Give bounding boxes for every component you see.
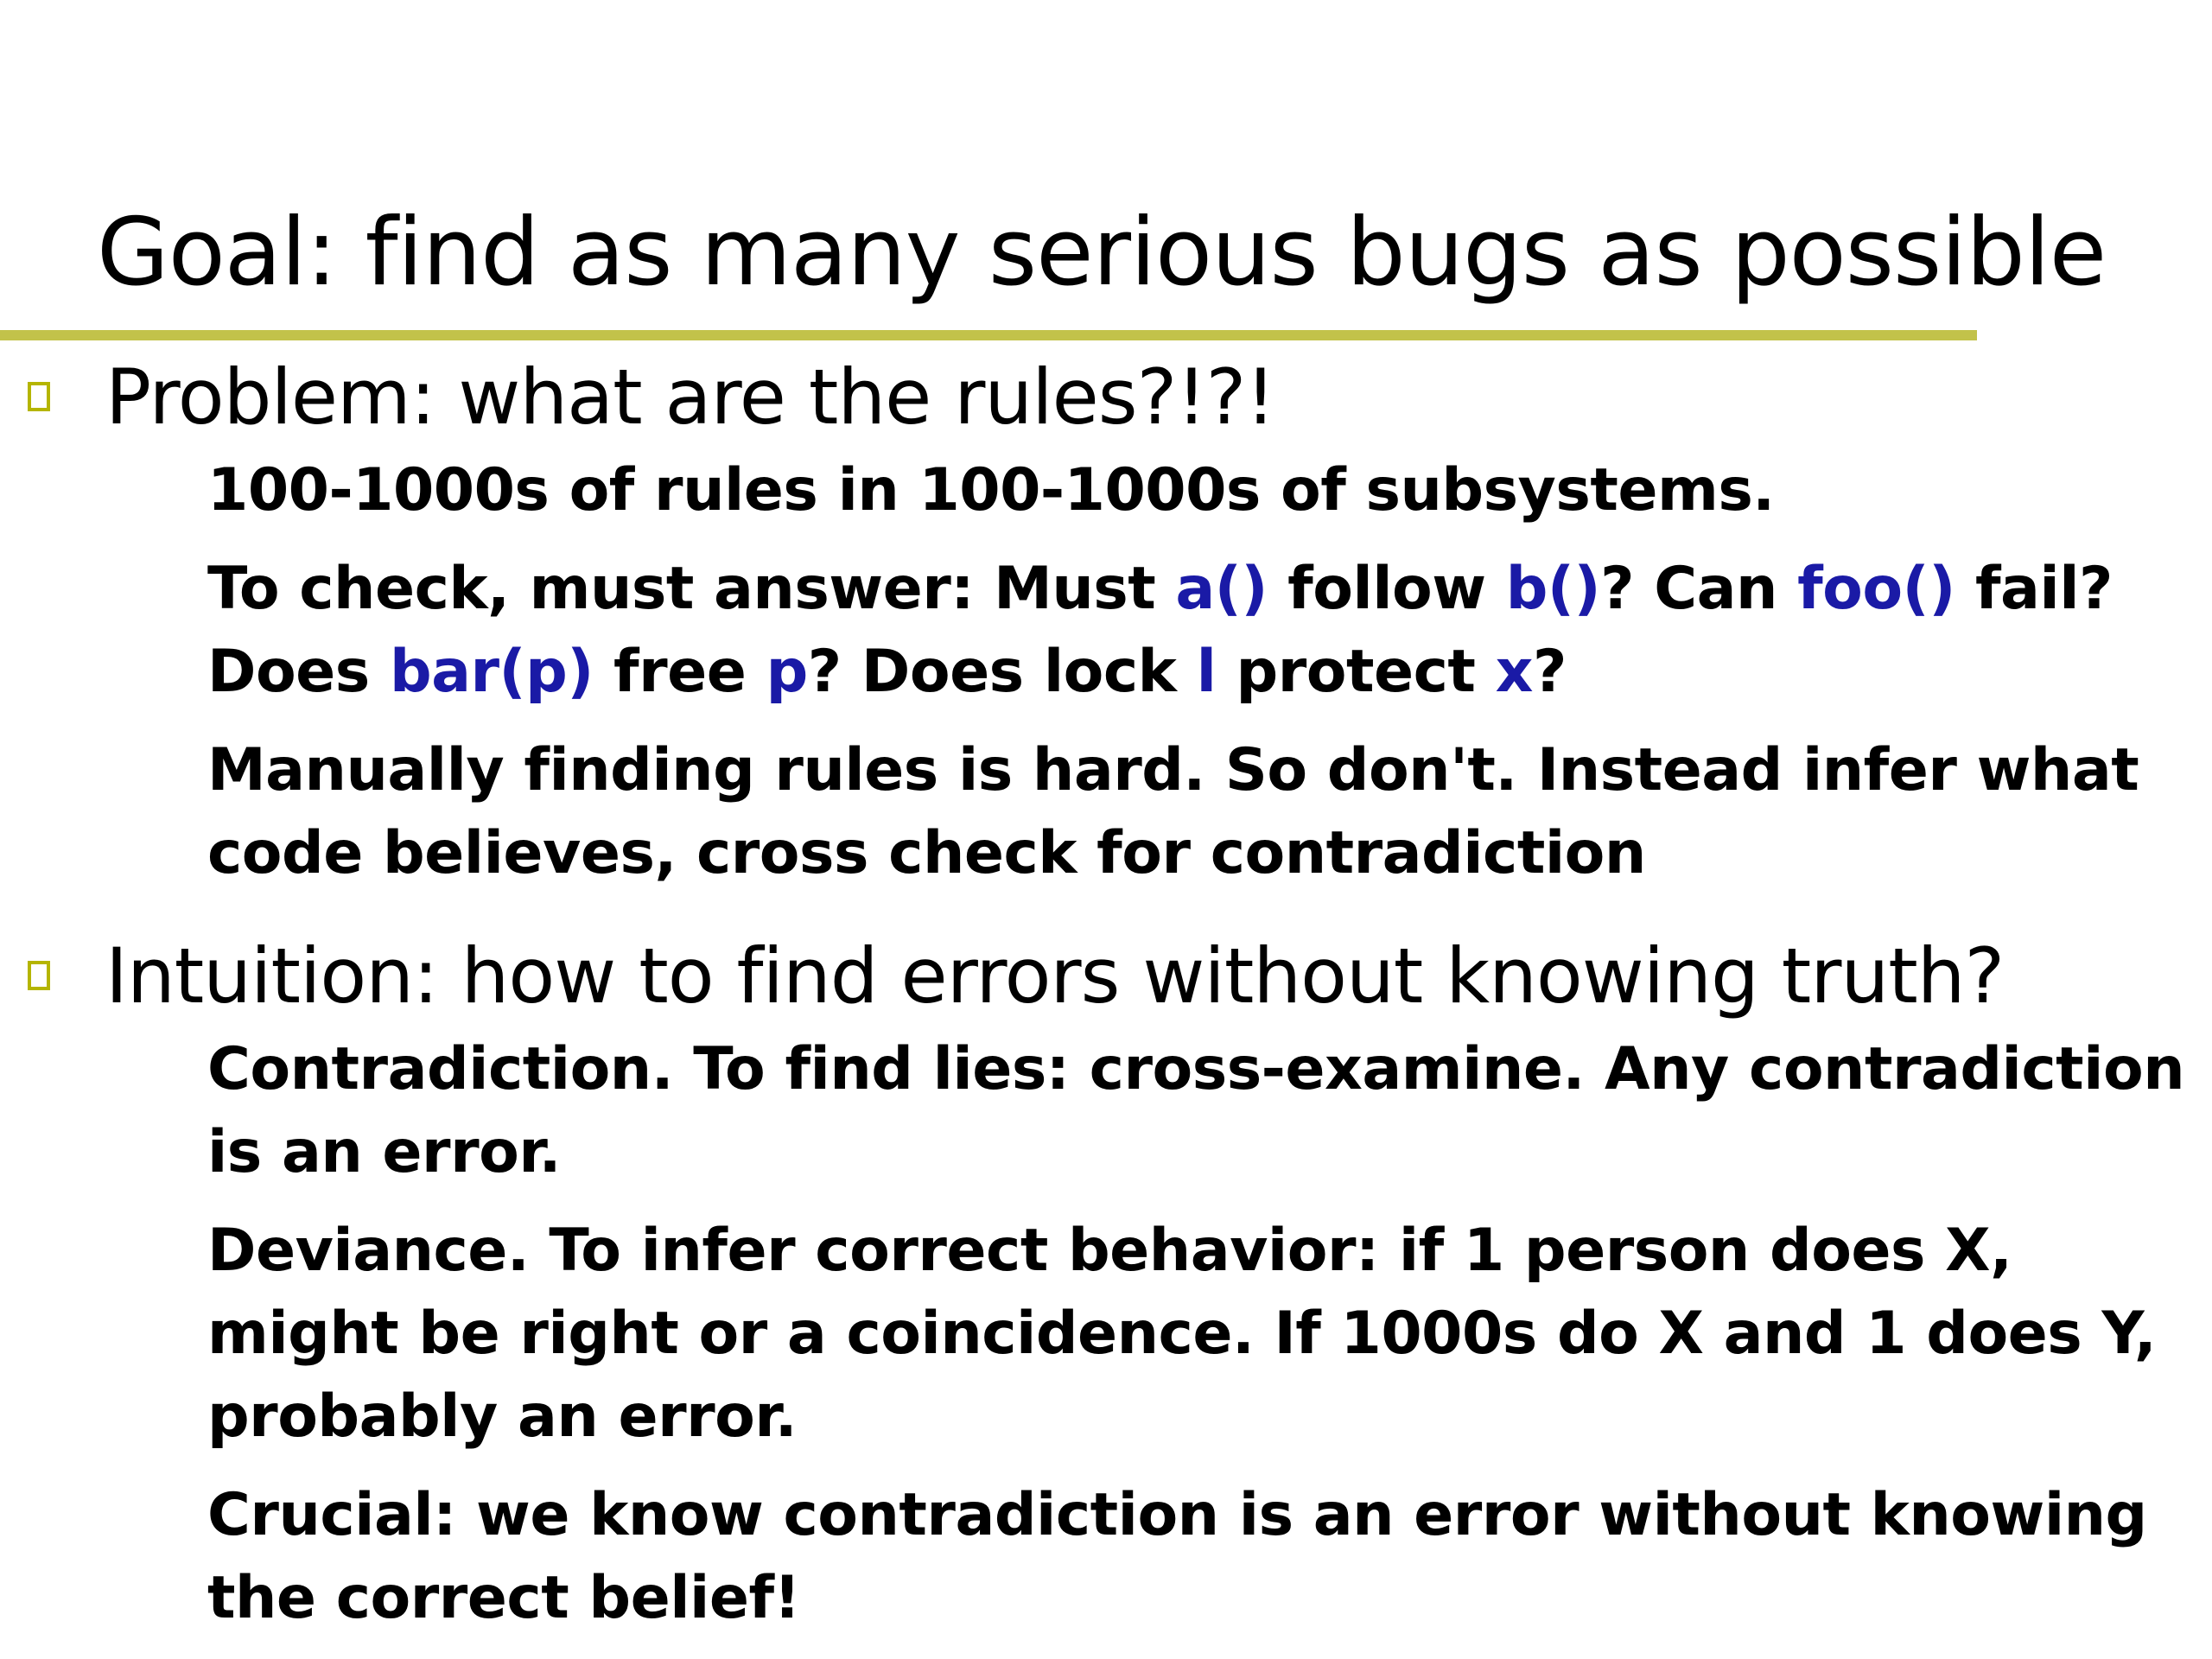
text-fragment: ? (1532, 638, 1567, 706)
text-crucial: Crucial: we know contradiction is an error without knowing the correct belief! (207, 1481, 2147, 1632)
code-foo: foo() (1797, 555, 1955, 623)
square-bullet-icon (28, 961, 50, 990)
slide-title: Goal: find as many serious bugs as possible (97, 199, 2107, 307)
bullet-row-intuition (0, 925, 2212, 1028)
section-intuition (0, 925, 2212, 1640)
text-manual-finding: Manually finding rules is hard. So don't. Instead infer what code believes, cross check for contradiction (207, 736, 2139, 887)
text-fragment: fail? Does (207, 555, 2113, 706)
text-deviance: Deviance. To infer correct behavior: if 1 person does X, might be right or a coincidence. If 1000s do X and 1 does Y, probably an error. (207, 1217, 2157, 1451)
code-b: b() (1505, 555, 1601, 623)
text-fragment: follow (1267, 555, 1506, 623)
code-a: a() (1175, 555, 1268, 623)
text-fragment: ? Does lock (807, 638, 1197, 706)
bullet-row-problem (0, 346, 2212, 449)
text-fragment: To check, must answer: Must (207, 555, 1176, 623)
square-bullet-icon (28, 382, 50, 411)
text-contradiction: Contradiction. To find lies: cross-examine. Any contradiction is an error. (207, 1035, 2185, 1186)
code-l: l (1196, 638, 1217, 706)
section-problem (0, 346, 2212, 895)
text-fragment: ? Can (1600, 555, 1798, 623)
text-rules-count: 100-1000s of rules in 100-1000s of subsystems. (207, 456, 1775, 524)
code-x: x (1495, 638, 1533, 706)
text-fragment: protect (1216, 638, 1496, 706)
bullet-heading-intuition: Intuition: how to find errors without knowing truth? (105, 931, 2005, 1020)
code-p: p (766, 638, 808, 706)
code-bar: bar(p) (389, 638, 594, 706)
title-underline (0, 330, 1977, 340)
text-check-questions (207, 548, 2186, 714)
text-fragment: free (593, 638, 766, 706)
bullet-heading-problem: Problem: what are the rules?!?! (105, 353, 1275, 442)
